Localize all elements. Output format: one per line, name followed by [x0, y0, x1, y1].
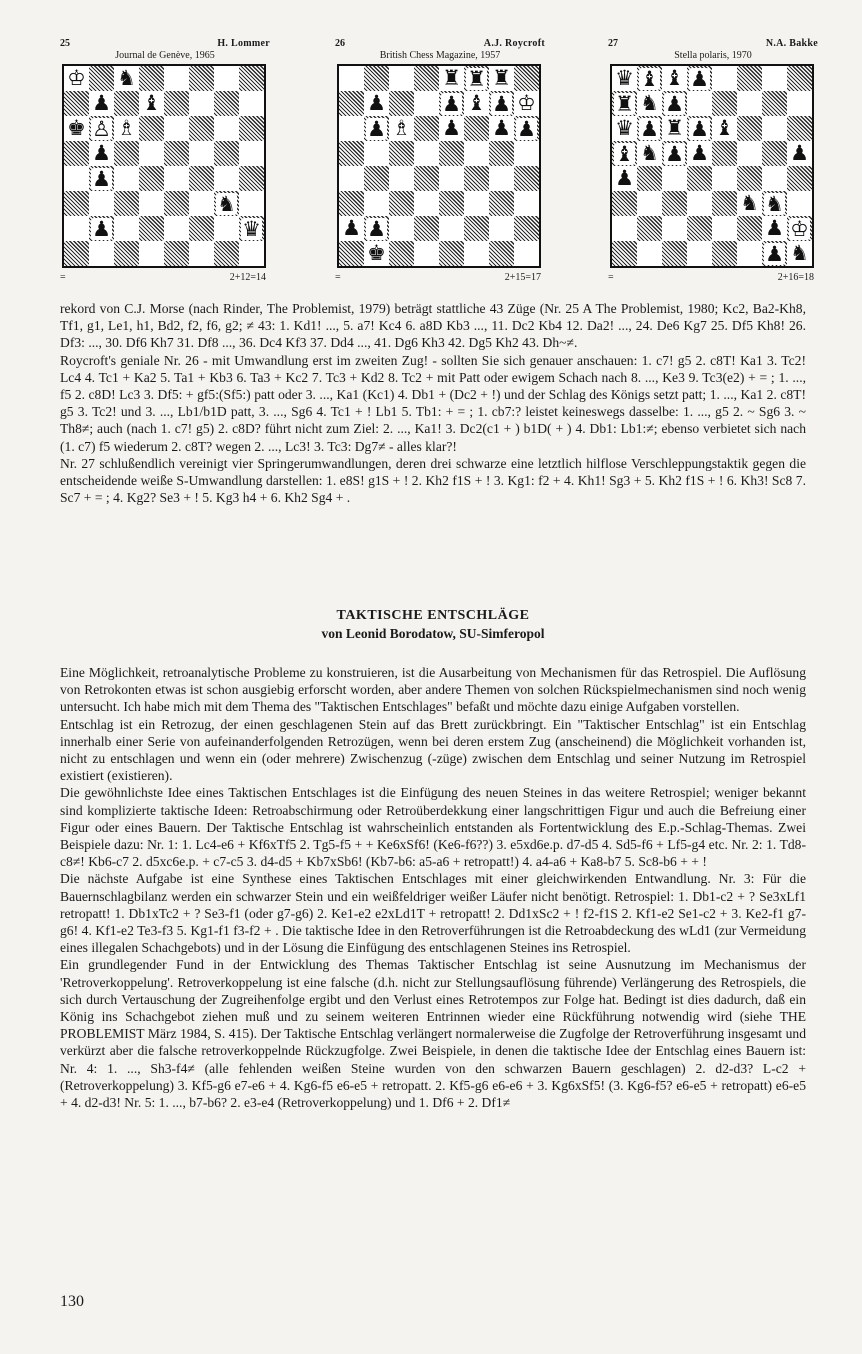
board-square [662, 91, 687, 116]
board-square [89, 141, 114, 166]
board-square [514, 241, 539, 266]
board-square [164, 191, 189, 216]
board-square [489, 66, 514, 91]
board-square [414, 216, 439, 241]
board-square [489, 216, 514, 241]
board-square [637, 191, 662, 216]
problem-number: 27 [608, 38, 618, 49]
board-square [389, 141, 414, 166]
board-square [737, 116, 762, 141]
board-square [637, 116, 662, 141]
black-pawn-icon: ♟ [615, 166, 634, 190]
board-square [64, 216, 89, 241]
board-square [214, 91, 239, 116]
board-square [439, 241, 464, 266]
board-square [89, 166, 114, 191]
board-square [389, 191, 414, 216]
board-square [464, 91, 489, 116]
board-square [114, 66, 139, 91]
board-square [164, 91, 189, 116]
board-square [712, 216, 737, 241]
board-square [762, 116, 787, 141]
problem-author: H. Lommer [217, 38, 270, 49]
board-square [464, 166, 489, 191]
problem-25 [60, 38, 270, 286]
black-knight-icon: ♞ [640, 141, 659, 165]
board-square [389, 116, 414, 141]
board-square [489, 191, 514, 216]
board-square [662, 191, 687, 216]
board-square [687, 141, 712, 166]
board-square [489, 141, 514, 166]
board-square [762, 66, 787, 91]
board-square [762, 191, 787, 216]
board-square [687, 91, 712, 116]
board-square [787, 216, 812, 241]
board-square [164, 166, 189, 191]
board-square [612, 91, 637, 116]
board-square [464, 141, 489, 166]
board-square [737, 141, 762, 166]
board-square [189, 116, 214, 141]
black-pawn-icon: ♟ [690, 66, 709, 91]
board-square [64, 241, 89, 266]
board-square [439, 216, 464, 241]
board-square [612, 66, 637, 91]
board-square [489, 116, 514, 141]
black-pawn-icon: ♟ [765, 216, 784, 240]
black-bishop-icon: ♝ [640, 66, 659, 91]
board-square [139, 116, 164, 141]
problem-27 [608, 38, 818, 286]
board-square [762, 91, 787, 116]
problem-header [60, 38, 270, 64]
paragraph: rekord von C.J. Morse (nach Rinder, The Problemist, 1979) beträgt stattliche 43 Züge (Nr. 25 A The Problemist, 1980; Kc2, Ba2-Kh8, Tf1, g1, Le1, h1, Bd2, f2, f6, g2; ≠ 43: 1. Kd1! ..., 5. a7! Kc4 6. a8D Kb3 ..., 11. Dc2 Kb4 12. Da2! ..., 24. De6 Kg7 25. Df5 Kh8! 26. Df3: ..., 30. Df6 Kh7 31. Df8 ..., 36. Dc4 Kf3 37. Dd4 ..., 41. Dg6 Kh3 42. Dg5 Kh2 43. Dh~≠. [60, 301, 806, 351]
board-square [164, 66, 189, 91]
board-square [787, 141, 812, 166]
black-pawn-icon: ♟ [92, 91, 111, 115]
problem-header [335, 38, 545, 64]
paragraph: Die gewöhnlichste Idee eines Taktischen Entschlages ist die Einfügung des neuen Steines in das weitere Retrospiel; weniger bekannt sind komplizierte taktische Ideen: Retroabschirmung oder Retroüberdekkung einer langschrittigen Figur und auch die Befreiung einer Figur oder eines Bauern. Der Taktische Entschlag ist wahrscheinlich entstanden als Fortentwicklung des E.p.-Schlag-Themas. Zwei Beispiele dazu: Nr. 1: 1. Lc4-e6 + Kf6xTf5 2. Tg5-f5 + + Ke6xSf6! (Ke6-f6??) 3. e5xd6e.p. d7-d5 4. Sd5-f6 + Lf5-g4 etc. Nr. 2: 1. Td8-c8≠! Kb6-c7 2. d5xc6e.p. + c7-c5 3. d4-d5 + Kb7xSb6! (Kb7-b6: a5-a6 + retropatt!) 4. a4-a6 + Ka8-b7 5. Sc8-b6 + + ! [60, 785, 806, 870]
board-square [139, 166, 164, 191]
board-square [339, 141, 364, 166]
board-square [389, 216, 414, 241]
black-pawn-icon: ♟ [665, 141, 684, 166]
board-square [439, 141, 464, 166]
problem-header [608, 38, 818, 64]
board-square [339, 216, 364, 241]
board-square [239, 166, 264, 191]
problem-footer [335, 270, 545, 286]
board-square [339, 191, 364, 216]
board-square [762, 241, 787, 266]
board-square [787, 191, 812, 216]
board-square [339, 241, 364, 266]
board-square [214, 141, 239, 166]
board-square [114, 241, 139, 266]
board-square [737, 91, 762, 116]
black-bishop-icon: ♝ [467, 91, 486, 115]
board-square [712, 141, 737, 166]
board-square [214, 241, 239, 266]
board-square [464, 66, 489, 91]
black-bishop-icon: ♝ [142, 91, 161, 115]
board-square [114, 216, 139, 241]
board-square [787, 116, 812, 141]
board-square [89, 66, 114, 91]
board-square [414, 166, 439, 191]
board-square [364, 66, 389, 91]
board-square [389, 91, 414, 116]
board-square [637, 66, 662, 91]
piece-count: 2+12=14 [229, 272, 266, 283]
problem-source: Stella polaris, 1970 [674, 50, 752, 61]
board-square [662, 66, 687, 91]
board-square [439, 166, 464, 191]
board-square [687, 216, 712, 241]
black-knight-icon: ♞ [117, 66, 136, 90]
problem-number: 26 [335, 38, 345, 49]
chessboard [610, 64, 814, 268]
board-square [439, 116, 464, 141]
problem-source: Journal de Genève, 1965 [115, 50, 215, 61]
board-square [514, 166, 539, 191]
board-square [687, 191, 712, 216]
black-pawn-icon: ♟ [367, 216, 386, 241]
board-square [737, 166, 762, 191]
board-square [139, 191, 164, 216]
black-bishop-icon: ♝ [715, 116, 734, 140]
board-square [414, 116, 439, 141]
white-bishop-icon: ♗ [392, 116, 411, 140]
board-square [164, 216, 189, 241]
board-square [637, 91, 662, 116]
paragraph: Entschlag ist ein Retrozug, der einen geschlagenen Stein auf das Brett zurückbringt. Ein "Taktischer Entschlag" ist ein Entschlag innerhalb einer Serie von aufeinanderfolgenden Retrozügen, wenn bei deren erstem Zug (anscheinend) die Möglichkeit vorhanden ist, nicht zu entschlagen und wenn ein (oder mehrere) Zwischenzug (-züge) zwischen dem Entschlag und seiner Nutzung im Retrospiel existiert (existieren). [60, 716, 806, 784]
board-square [414, 191, 439, 216]
board-square [364, 191, 389, 216]
board-square [787, 241, 812, 266]
board-square [64, 116, 89, 141]
paragraph: Eine Möglichkeit, retroanalytische Probleme zu konstruieren, ist die Ausarbeitung von Mechanismen für das Retrospiel. Die Auflösung von Retrokonten etwas ist schon ausgiebig erforscht worden, aber andere Themen von solchen Rückspielmechanismen sind noch wenig untersucht. Ich habe mich mit dem Thema des "Taktischen Entschlages" befaßt und möchte dazu einige Aufgaben vorstellen. [60, 665, 806, 715]
page-number: 130 [60, 1293, 84, 1310]
board-square [464, 216, 489, 241]
black-pawn-icon: ♟ [690, 116, 709, 141]
white-king-icon: ♔ [790, 216, 809, 241]
board-square [364, 141, 389, 166]
board-square [762, 141, 787, 166]
board-square [214, 216, 239, 241]
board-square [712, 166, 737, 191]
board-square [64, 191, 89, 216]
board-square [89, 216, 114, 241]
board-square [164, 116, 189, 141]
black-pawn-icon: ♟ [790, 141, 809, 165]
board-square [762, 166, 787, 191]
board-square [364, 241, 389, 266]
board-square [239, 241, 264, 266]
black-knight-icon: ♞ [740, 191, 759, 215]
chessboard [62, 64, 266, 268]
black-queen-icon: ♛ [242, 216, 261, 241]
problem-source: British Chess Magazine, 1957 [379, 50, 501, 61]
board-square [139, 66, 164, 91]
board-square [339, 116, 364, 141]
board-square [89, 191, 114, 216]
black-king-icon: ♚ [367, 241, 386, 265]
black-pawn-icon: ♟ [92, 141, 111, 165]
black-knight-icon: ♞ [640, 91, 659, 115]
board-square [114, 91, 139, 116]
board-square [239, 66, 264, 91]
board-square [189, 241, 214, 266]
board-square [214, 66, 239, 91]
board-square [364, 116, 389, 141]
white-king-icon: ♔ [517, 91, 536, 115]
black-pawn-icon: ♟ [442, 116, 461, 140]
board-square [712, 241, 737, 266]
board-square [489, 241, 514, 266]
black-pawn-icon: ♟ [765, 241, 784, 266]
board-square [139, 141, 164, 166]
black-rook-icon: ♜ [665, 116, 684, 140]
board-square [239, 91, 264, 116]
board-square [114, 141, 139, 166]
board-square [114, 116, 139, 141]
problem-author: N.A. Bakke [765, 38, 818, 49]
board-square [239, 141, 264, 166]
black-pawn-icon: ♟ [367, 116, 386, 141]
board-square [514, 216, 539, 241]
problem-footer [608, 270, 818, 286]
black-knight-icon: ♞ [217, 191, 236, 216]
board-square [64, 166, 89, 191]
board-square [612, 191, 637, 216]
board-square [762, 216, 787, 241]
stipulation: = [60, 272, 66, 283]
board-square [389, 166, 414, 191]
article-title: TAKTISCHE ENTSCHLÄGE [336, 608, 530, 623]
black-queen-icon: ♛ [615, 66, 634, 90]
board-square [239, 116, 264, 141]
board-square [464, 191, 489, 216]
board-square [64, 91, 89, 116]
board-square [89, 241, 114, 266]
board-square [364, 216, 389, 241]
black-bishop-icon: ♝ [665, 66, 684, 90]
chessboard [337, 64, 541, 268]
article-byline: von Leonid Borodatow, SU-Simferopol [321, 626, 545, 641]
article-heading [60, 608, 806, 642]
board-square [489, 91, 514, 116]
white-king-icon: ♔ [67, 66, 86, 90]
black-pawn-icon: ♟ [442, 91, 461, 116]
board-square [637, 216, 662, 241]
board-square [189, 216, 214, 241]
paragraph: Roycroft's geniale Nr. 26 - mit Umwandlung erst im zweiten Zug! - sollten Sie sich genauer anschauen: 1. c7! g5 2. c8T! Ka1 3. Tc2! Lc4 4. Tc1 + Ka2 5. Ta1 + Kb3 6. Ta3 + Kc2 7. Tc3 + Kd2 8. Tc2 + mit Patt oder ewigem Schach nach 8. ..., Ke3 9. Tc3(e2) + = ; 1. ..., f5 2. c8D! Lc3 3. Df5: + gf5:(Sf5:) patt oder 3. ..., Ka1 (Kc1) 4. Db1 + (Dc2 + !) und der Schlag des Königs setzt patt; 1. ..., Ka1 2. c8T! g5 3. Tc2! und 3. ..., Lb1/b1D patt, 3. ..., Sg6 4. Tc1 + ! Lb1 5. Tb1: + = ; 1. cb7:? leistet keineswegs dasselbe: 1. ..., g5 2. ~ Sg6 3. ~ Th8≠; auch (nach 1. c7! g5) 2. c8D? führt nicht zum Ziel: 2. ..., Ka1! 3. Dc2(c1 + ) b1D( + ) 4. Db1: Lb1:≠; ebenso verbietet sich nach (1. c7) f5 wiederum 2. c8T? wegen 2. ..., Lc3! 3. Tc3: Dg7≠ - alles klar?! [60, 352, 806, 454]
problem-author: A.J. Roycroft [483, 38, 545, 49]
board-square [64, 66, 89, 91]
black-pawn-icon: ♟ [342, 216, 361, 240]
board-square [612, 216, 637, 241]
board-square [339, 66, 364, 91]
black-pawn-icon: ♟ [517, 116, 536, 141]
board-square [662, 216, 687, 241]
board-square [687, 116, 712, 141]
board-square [439, 91, 464, 116]
board-square [414, 141, 439, 166]
problem-footer [60, 270, 270, 286]
board-square [189, 141, 214, 166]
board-square [637, 241, 662, 266]
black-pawn-icon: ♟ [92, 166, 111, 191]
board-square [389, 66, 414, 91]
board-square [164, 141, 189, 166]
black-king-icon: ♚ [67, 116, 86, 140]
board-square [737, 66, 762, 91]
board-square [737, 216, 762, 241]
board-square [189, 66, 214, 91]
paragraph: Nr. 27 schlußendlich vereinigt vier Springerumwandlungen, deren drei schwarze eine letztlich hilflose Verschleppungstaktik gegen die entscheidende weiße S-Umwandlung darstellen: 1. e8S! g1S + ! 2. Kh2 f1S + ! 3. Kg1: f2 + 4. Kh1! Sg3 + 5. Kh2 f1S + ! 6. Kh3! Sc8 7. Sc7 + = ; 4. Kg2? Se3 + ! 5. Kg3 h4 + 6. Kh2 Sg4 + . [60, 455, 806, 506]
piece-count: 2+15=17 [504, 272, 541, 283]
board-square [364, 91, 389, 116]
white-pawn-icon: ♙ [92, 116, 111, 141]
board-square [514, 91, 539, 116]
board-square [514, 191, 539, 216]
black-pawn-icon: ♟ [492, 116, 511, 140]
board-square [737, 241, 762, 266]
board-square [612, 241, 637, 266]
board-square [364, 166, 389, 191]
board-square [637, 166, 662, 191]
black-rook-icon: ♜ [442, 66, 461, 90]
solutions-text [60, 300, 806, 506]
board-square [64, 141, 89, 166]
board-square [687, 241, 712, 266]
black-knight-icon: ♞ [765, 191, 784, 216]
board-square [712, 116, 737, 141]
black-bishop-icon: ♝ [615, 141, 634, 166]
black-pawn-icon: ♟ [367, 91, 386, 115]
board-square [787, 66, 812, 91]
board-square [662, 166, 687, 191]
problem-26 [335, 38, 545, 286]
board-square [164, 241, 189, 266]
problem-number: 25 [60, 38, 70, 49]
board-square [414, 91, 439, 116]
black-pawn-icon: ♟ [665, 91, 684, 116]
board-square [687, 166, 712, 191]
paragraph: Ein grundlegender Fund in der Entwicklung des Themas Taktischer Entschlag ist seine Ausnutzung im Mechanismus der 'Retroverkoppelung'. Retroverkoppelung ist eine falsche (d.h. nicht zur Stellungsauflösung führende) Verlängerung des Retrospiels, die sich durch Vertauschung der Zugreihenfolge ergibt und den Verlust eines Retrotempos zur Folge hat. Bedingt ist dies dadurch, daß ein König ins Schachgebot ziehen muß und zu seinem weiteren Entrinnen wieder eine Rückführung notwendig wird (siehe THE PROBLEMIST März 1984, S. 415). Der Taktische Entschlag verlängert normalerweise die Zugfolge der Retroverführung insgesamt und verkürzt aber die falsche retroverkoppelnde Rückzugfolge. Zwei Beispiele, in denen die taktische Idee der Entschlag eines Bauern ist: Nr. 4: 1. ..., Sh3-f4≠ (alle fehlenden weißen Steine wurden von den schwarzen Bauern geschlagen) 2. d2-d3? L-c2 + (Retroverkoppelung) 3. Kf5-g6 e7-e6 + 4. Kg6-f5 e6-e5 + retropatt. 2. Kf5-g6 e6-e6 + 3. Kg6xSf5! (3. Kg6-f5? e6-e5 + retropatt) e6-e5 + 4. d2-d3! Nr. 5: 1. ..., b7-b6? 2. e3-e4 (Retroverkoppelung) und 1. Df6 + 2. Df1≠ [60, 957, 806, 1111]
board-square [662, 241, 687, 266]
black-queen-icon: ♛ [615, 116, 634, 140]
black-knight-icon: ♞ [790, 241, 809, 265]
board-square [189, 166, 214, 191]
board-square [637, 141, 662, 166]
black-rook-icon: ♜ [467, 66, 486, 91]
board-square [414, 241, 439, 266]
board-square [712, 91, 737, 116]
board-square [687, 66, 712, 91]
board-square [439, 66, 464, 91]
board-square [439, 191, 464, 216]
board-square [214, 116, 239, 141]
article-body [60, 664, 806, 1111]
board-square [712, 66, 737, 91]
piece-count: 2+16=18 [777, 272, 814, 283]
board-square [489, 166, 514, 191]
board-square [139, 216, 164, 241]
board-square [737, 191, 762, 216]
board-square [787, 91, 812, 116]
stipulation: = [608, 272, 614, 283]
board-square [414, 66, 439, 91]
board-square [114, 191, 139, 216]
board-square [139, 241, 164, 266]
board-square [514, 116, 539, 141]
board-square [612, 116, 637, 141]
white-bishop-icon: ♗ [117, 116, 136, 140]
board-square [662, 141, 687, 166]
board-square [787, 166, 812, 191]
black-pawn-icon: ♟ [92, 216, 111, 241]
black-rook-icon: ♜ [615, 91, 634, 116]
board-square [214, 166, 239, 191]
board-square [89, 91, 114, 116]
board-square [464, 116, 489, 141]
board-square [139, 91, 164, 116]
board-square [612, 141, 637, 166]
board-square [339, 166, 364, 191]
black-rook-icon: ♜ [492, 66, 511, 90]
paragraph: Die nächste Aufgabe ist eine Synthese eines Taktischen Entschlages mit einer gleichwirkenden Entwandlung. Nr. 3: Für die Bauernschlagbilanz werden ein schwarzer Stein und ein weißfeldriger weißer Läufer nicht benötigt. Retrospiel: 1. Db1-c2 + ? Se3xLf1 retropatt! 1. Db1xTc2 + ? Se3-f1 (oder g7-g6) 2. Ke1-e2 e2xLd1T + retropatt! 2. Dd1xSc2 + ! f2-f1S 2. Kf1-e2 Se1-c2 + 3. Ke2-f1 g7-g6! 4. Kf1-e2 Te3-f3 5. Kg1-f1 f3-f2 + . Die taktische Idee in den Retroverführungen ist die Retroabdeckung des wLd1 (zur Vermeidung eines illegalen Schachgebots) und in der Lösung die Einfügung des entschlagenen Steines ins Retrospiel. [60, 871, 806, 956]
board-square [662, 116, 687, 141]
board-square [339, 91, 364, 116]
board-square [239, 216, 264, 241]
board-square [89, 116, 114, 141]
stipulation: = [335, 272, 341, 283]
board-square [214, 191, 239, 216]
black-pawn-icon: ♟ [640, 116, 659, 141]
board-square [514, 141, 539, 166]
board-square [464, 241, 489, 266]
board-square [612, 166, 637, 191]
board-square [114, 166, 139, 191]
board-square [712, 191, 737, 216]
board-square [189, 191, 214, 216]
board-square [239, 191, 264, 216]
black-pawn-icon: ♟ [690, 141, 709, 165]
black-pawn-icon: ♟ [492, 91, 511, 116]
board-square [189, 91, 214, 116]
board-square [389, 241, 414, 266]
board-square [514, 66, 539, 91]
